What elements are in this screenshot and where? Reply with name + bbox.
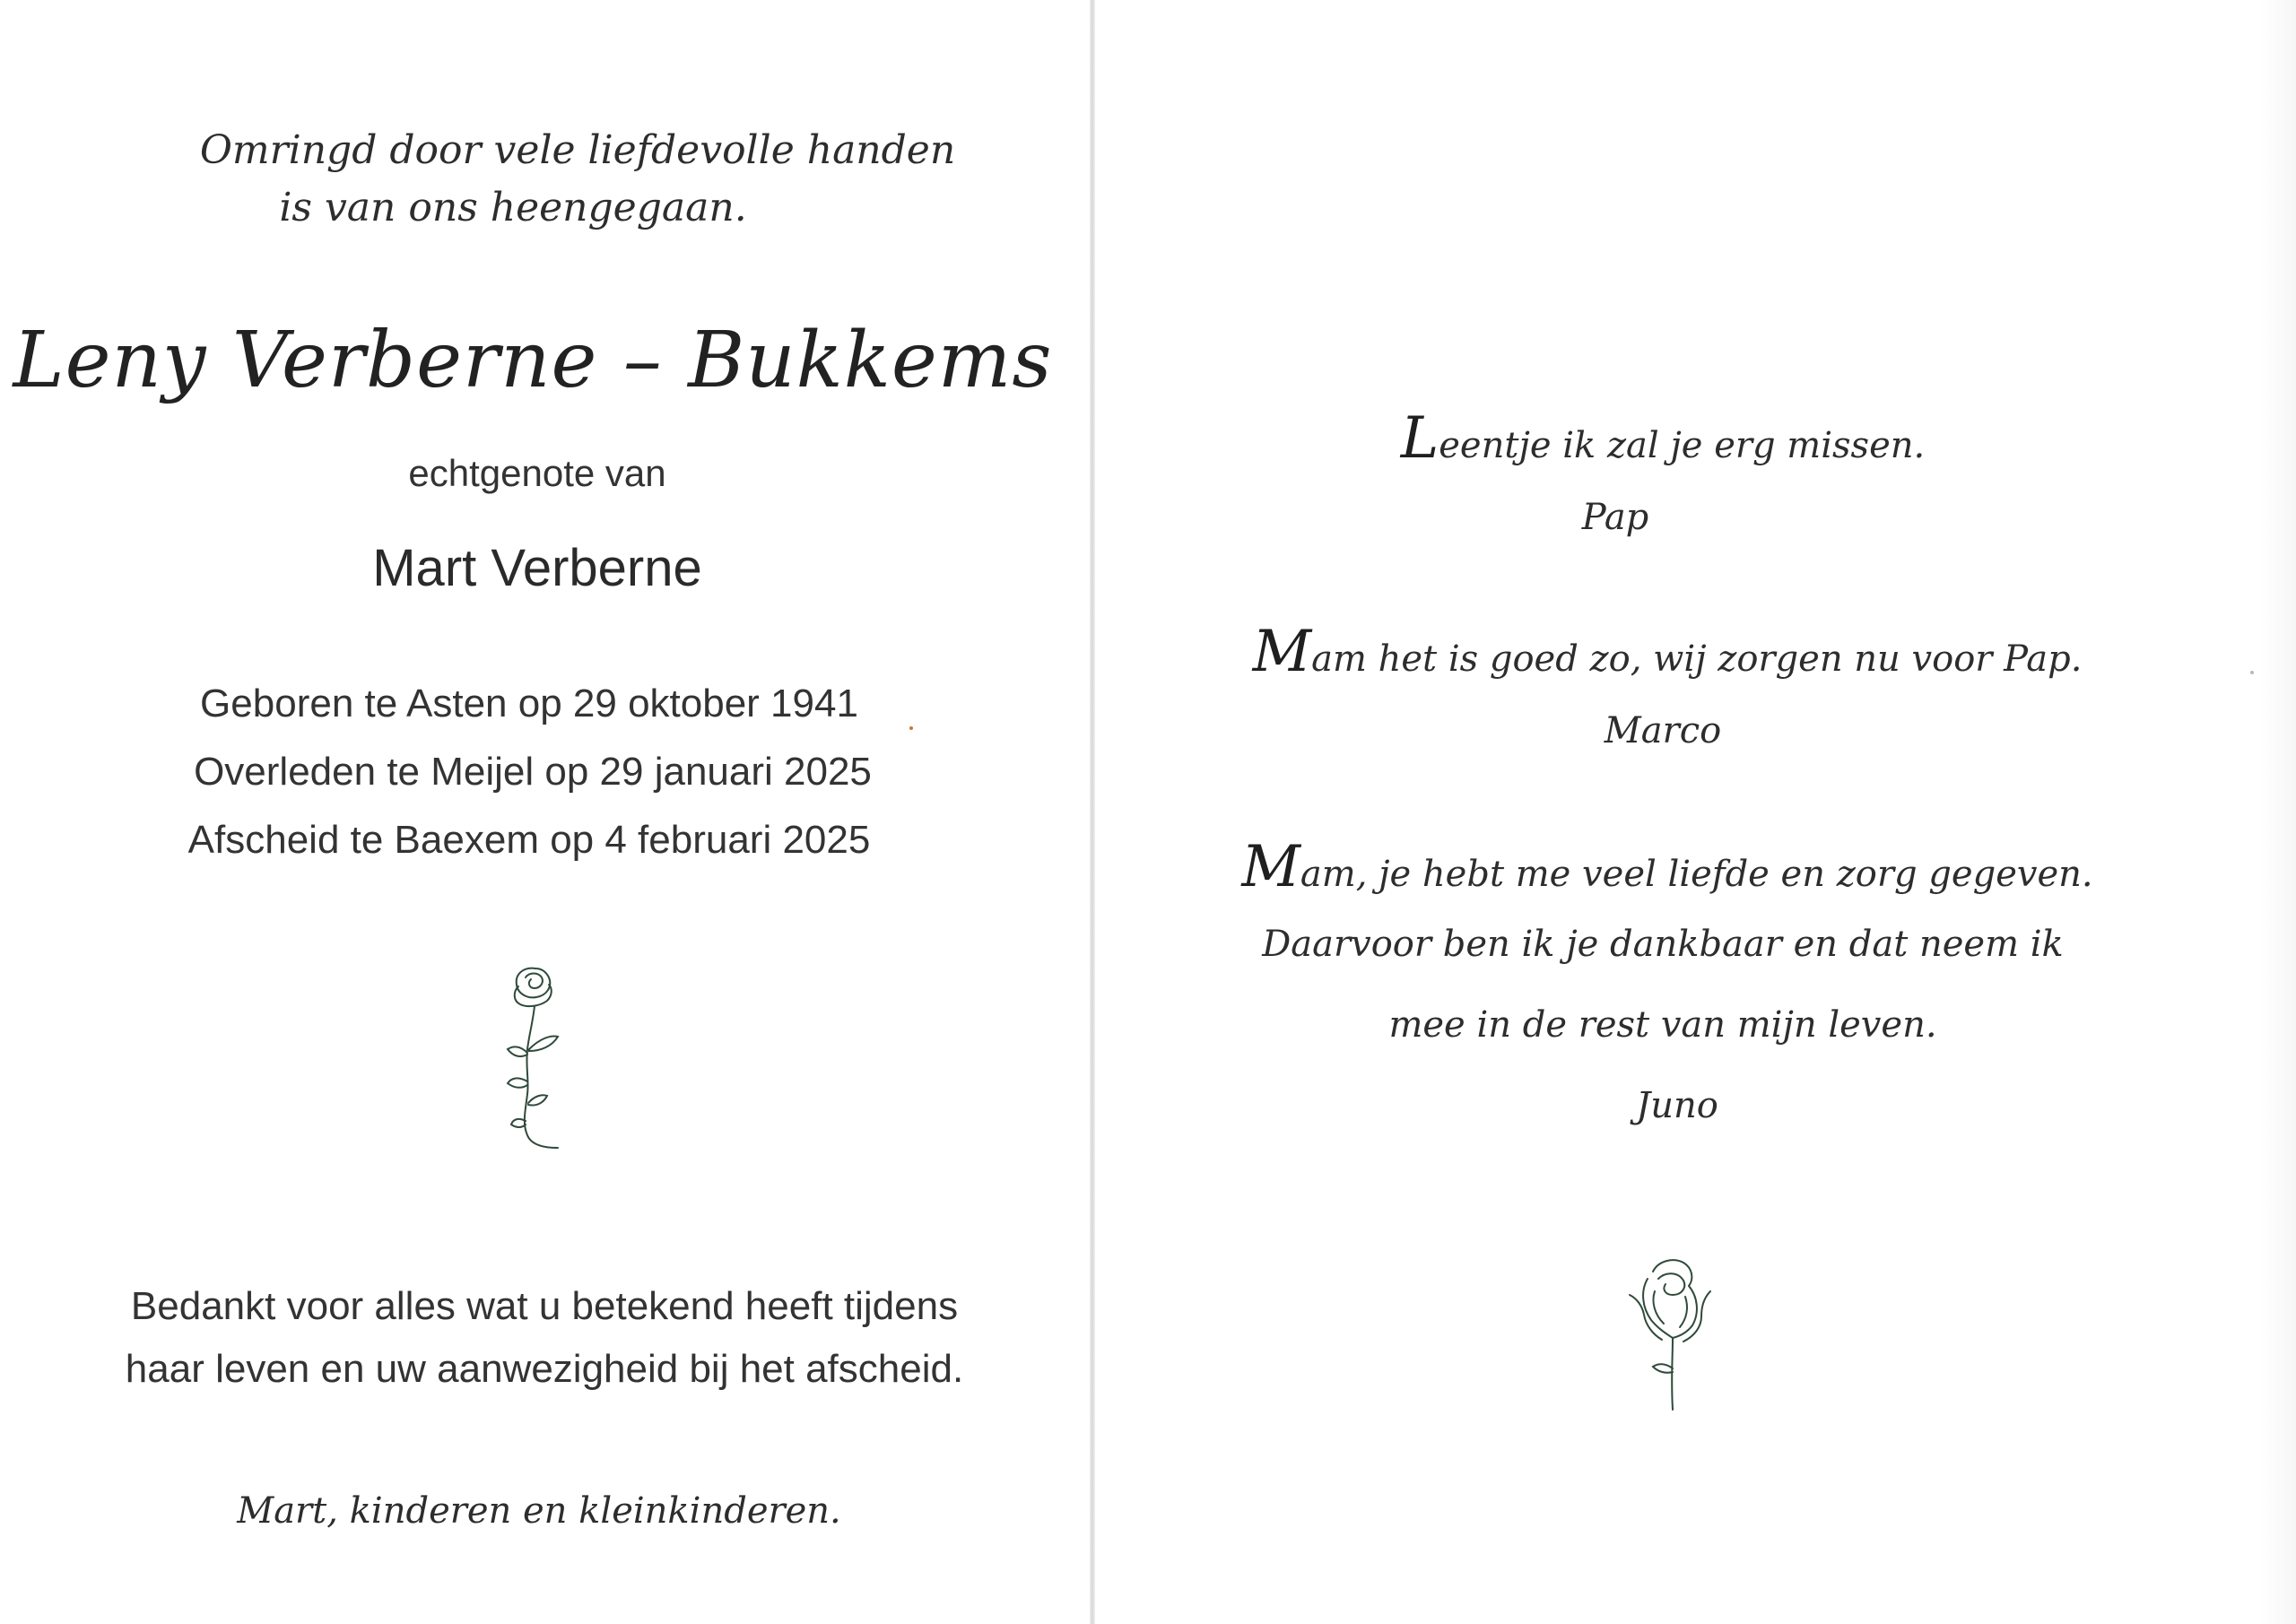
- message-3-line-3: mee in de rest van mijn leven.: [1388, 1004, 1937, 1046]
- thanks-line-1: Bedankt voor alles wat u betekend heeft tijdens: [130, 1284, 959, 1328]
- rose-icon: [495, 960, 576, 1166]
- message-1: [1401, 405, 1925, 472]
- message-2-text: am het is goed zo, wij zorgen nu voor Pap.: [1311, 638, 2083, 680]
- intro-line-1: Omringd door vele liefdevolle handen: [199, 127, 956, 173]
- paper-speck: [909, 726, 913, 730]
- message-3-initial: M: [1241, 834, 1300, 900]
- message-1-text: eentje ik zal je erg missen.: [1439, 425, 1926, 466]
- deceased-name: Leny Verberne – Bukkems: [13, 316, 1053, 405]
- signature-line: Mart, kinderen en kleinkinderen.: [237, 1490, 841, 1532]
- died-line: Overleden te Meijel op 29 januari 2025: [194, 750, 872, 794]
- left-card-page: [0, 0, 1090, 1624]
- message-3-line-1: [1241, 834, 2092, 900]
- message-2-author: Marco: [1604, 710, 1722, 751]
- message-1-author: Pap: [1581, 497, 1649, 538]
- message-3-author: Juno: [1636, 1085, 1718, 1126]
- paper-speck-right: [2250, 671, 2254, 674]
- rose-bud-icon: [1617, 1252, 1725, 1413]
- message-1-initial: L: [1400, 405, 1439, 472]
- message-2-initial: M: [1252, 619, 1312, 685]
- thanks-line-2: haar leven en uw aanwezigheid bij het afscheid.: [125, 1347, 964, 1391]
- message-2: [1253, 619, 2083, 685]
- farewell-line: Afscheid te Baexem op 4 februari 2025: [187, 818, 871, 862]
- right-card-page: [1095, 0, 2296, 1624]
- relation-label: echtgenote van: [408, 452, 666, 494]
- born-line: Geboren te Asten op 29 oktober 1941: [200, 682, 858, 725]
- message-3-line-2: Daarvoor ben ik je dankbaar en dat neem ik: [1262, 924, 2064, 965]
- paper-edge: [2260, 0, 2296, 1624]
- message-3-text: am, je hebt me veel liefde en zorg gegeven.: [1300, 854, 2093, 895]
- spouse-name: Mart Verberne: [372, 539, 702, 597]
- intro-line-2: is van ons heengegaan.: [279, 185, 747, 230]
